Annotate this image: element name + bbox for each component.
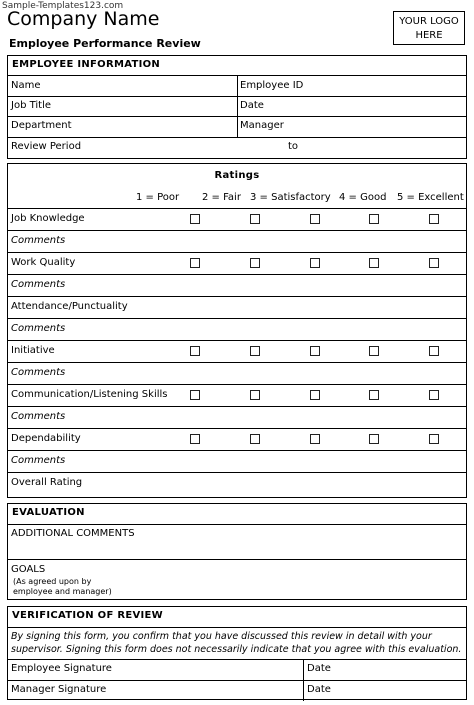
- ratings-header: Ratings: [214, 170, 260, 181]
- checkbox-job-knowledge-1[interactable]: [190, 214, 200, 224]
- evaluation-section: [7, 503, 467, 600]
- comments-attendance[interactable]: Comments: [11, 323, 66, 334]
- employee-id-label[interactable]: Employee ID: [240, 80, 304, 91]
- verification-statement-1: By signing this form, you confirm that you have discussed this review in detail with your: [11, 631, 432, 642]
- checkbox-job-knowledge-3[interactable]: [310, 214, 320, 224]
- criterion-initiative: Initiative: [11, 345, 55, 356]
- checkbox-dependability-5[interactable]: [429, 434, 439, 444]
- checkbox-dependability-2[interactable]: [250, 434, 260, 444]
- criterion-dependability: Dependability: [11, 433, 81, 444]
- criterion-work-quality: Work Quality: [11, 257, 76, 268]
- checkbox-communication-1[interactable]: [190, 390, 200, 400]
- criterion-job-knowledge: Job Knowledge: [11, 213, 85, 224]
- company-name: Company Name: [7, 8, 160, 30]
- checkbox-initiative-2[interactable]: [250, 346, 260, 356]
- checkbox-initiative-5[interactable]: [429, 346, 439, 356]
- manager-label[interactable]: Manager: [240, 120, 284, 131]
- employee-signature-date[interactable]: Date: [307, 663, 331, 674]
- checkbox-communication-3[interactable]: [310, 390, 320, 400]
- scale-1: 1 = Poor: [136, 192, 180, 203]
- goals-note-1: (As agreed upon by: [13, 577, 92, 586]
- review-period-label[interactable]: Review Period: [11, 141, 82, 152]
- goals-note-2: employee and manager): [13, 587, 112, 596]
- form-title: Employee Performance Review: [9, 37, 201, 50]
- ratings-section: [7, 163, 467, 498]
- job-title-label[interactable]: Job Title: [11, 100, 52, 111]
- comments-initiative[interactable]: Comments: [11, 367, 66, 378]
- date-label[interactable]: Date: [240, 100, 264, 111]
- comments-work-quality[interactable]: Comments: [11, 279, 66, 290]
- watermark: Sample-Templates123.com: [2, 1, 124, 11]
- logo-line-2: HERE: [415, 30, 443, 41]
- checkbox-dependability-3[interactable]: [310, 434, 320, 444]
- review-period-to: to: [288, 141, 299, 152]
- scale-3: 3 = Satisfactory: [250, 192, 331, 203]
- scale-5: 5 = Excellent: [397, 192, 464, 203]
- manager-signature-label[interactable]: Manager Signature: [11, 684, 107, 695]
- checkbox-dependability-1[interactable]: [190, 434, 200, 444]
- evaluation-header: EVALUATION: [12, 507, 85, 518]
- checkbox-job-knowledge-2[interactable]: [250, 214, 260, 224]
- checkbox-initiative-1[interactable]: [190, 346, 200, 356]
- checkbox-job-knowledge-4[interactable]: [369, 214, 379, 224]
- goals-label[interactable]: GOALS: [11, 564, 46, 575]
- overall-rating-label[interactable]: Overall Rating: [11, 477, 83, 488]
- criterion-communication: Communication/Listening Skills: [11, 389, 168, 400]
- employee-signature-label[interactable]: Employee Signature: [11, 663, 112, 674]
- comments-dependability[interactable]: Comments: [11, 455, 66, 466]
- checkbox-communication-4[interactable]: [369, 390, 379, 400]
- checkbox-work-quality-3[interactable]: [310, 258, 320, 268]
- logo-placeholder: [393, 11, 465, 45]
- checkbox-dependability-4[interactable]: [369, 434, 379, 444]
- name-label[interactable]: Name: [11, 80, 41, 91]
- verification-statement-2: supervisor. Signing this form does not necessarily indicate that you agree with this evaluation.: [11, 644, 462, 655]
- checkbox-work-quality-4[interactable]: [369, 258, 379, 268]
- scale-2: 2 = Fair: [202, 192, 241, 203]
- employee-info-section: [7, 55, 467, 159]
- scale-4: 4 = Good: [339, 192, 387, 203]
- checkbox-communication-2[interactable]: [250, 390, 260, 400]
- checkbox-initiative-3[interactable]: [310, 346, 320, 356]
- logo-line-1: YOUR LOGO: [399, 16, 459, 27]
- checkbox-work-quality-5[interactable]: [429, 258, 439, 268]
- comments-communication[interactable]: Comments: [11, 411, 66, 422]
- employee-info-header: EMPLOYEE INFORMATION: [12, 59, 161, 70]
- manager-signature-date[interactable]: Date: [307, 684, 331, 695]
- checkbox-job-knowledge-5[interactable]: [429, 214, 439, 224]
- department-label[interactable]: Department: [11, 120, 72, 131]
- additional-comments-label[interactable]: ADDITIONAL COMMENTS: [11, 528, 135, 539]
- comments-job-knowledge[interactable]: Comments: [11, 235, 66, 246]
- checkbox-initiative-4[interactable]: [369, 346, 379, 356]
- criterion-attendance: Attendance/Punctuality: [11, 301, 128, 312]
- checkbox-communication-5[interactable]: [429, 390, 439, 400]
- verification-header: VERIFICATION OF REVIEW: [12, 610, 164, 621]
- verification-section: [7, 606, 467, 700]
- checkbox-work-quality-1[interactable]: [190, 258, 200, 268]
- checkbox-work-quality-2[interactable]: [250, 258, 260, 268]
